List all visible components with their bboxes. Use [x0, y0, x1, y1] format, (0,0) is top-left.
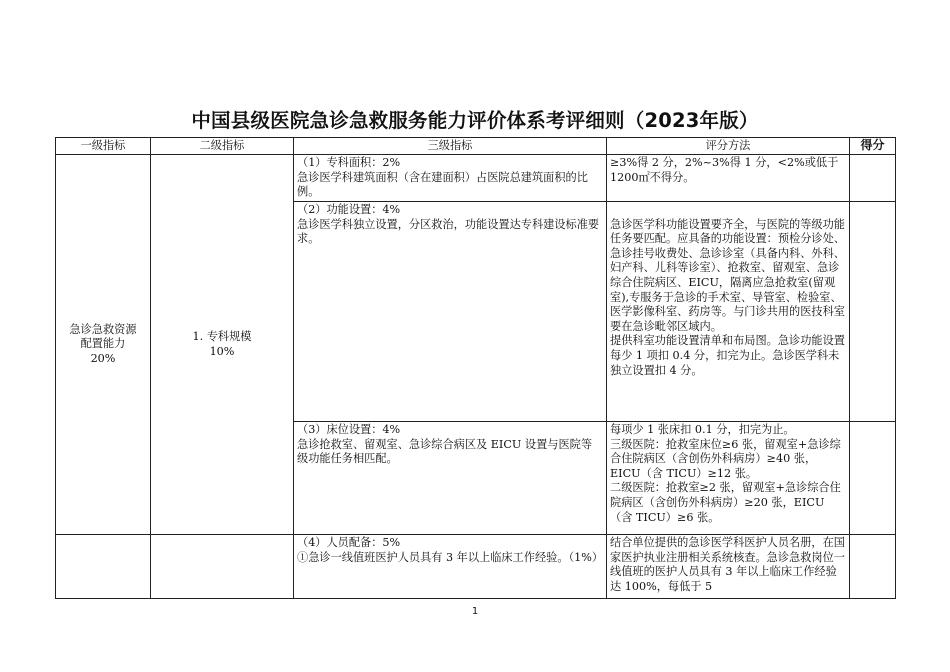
header-score: 得分 [850, 138, 896, 155]
level3-cell [294, 422, 607, 535]
level1-weight: 20% [90, 351, 116, 365]
method-text: 急诊医学科功能设置要齐全，与医院的等级功能任务要匹配。应具备的功能设置：预检分诊处、急诊挂号收费处、急诊诊室（具备内科、外科、妇产科、儿科等诊室）、抢救室、留观室、急诊综合住院病区、EICU，隔离应急抢救室(留观室),专服务于急诊的手术室、导管室、检验室、医学影像科室、药房等。与门诊共用的医技科室要在急诊毗邻区域内。 提供科室功能设置清单和布局图。急诊功能设置每少 1 项扣 0.4 分，扣完为止。急诊医学科未独立设置扣 4 分。 [610, 217, 845, 377]
level2-weight: 10% [209, 344, 235, 358]
level3-text: （2）功能设置：4% 急诊医学科独立设置，分区救治，功能设置达专科建设标准要求。 [297, 203, 600, 246]
method-text: ≥3%得 2 分，2%~3%得 1 分，<2%或低于1200㎡不得分。 [610, 156, 839, 184]
table-header-row [56, 138, 896, 155]
method-cell [607, 422, 850, 535]
table-row [56, 535, 896, 599]
level2-cell-empty [151, 535, 294, 599]
score-cell [850, 155, 896, 202]
page-title: 中国县级医院急诊急救服务能力评价体系考评细则（2023年版） [191, 109, 759, 132]
header-level3: 三级指标 [294, 138, 607, 155]
method-cell [607, 202, 850, 422]
score-cell [850, 535, 896, 599]
level1-cell-empty [56, 535, 151, 599]
method-cell [607, 535, 850, 599]
level2-cell [151, 155, 294, 535]
level1-cell [56, 155, 151, 535]
method-text: 结合单位提供的急诊医学科医护人员名册，在国家医护执业注册相关系统核查。急诊急救岗位一线值班的医护人员具有 3 年以上临床工作经验达 100%，每低于 5 [610, 536, 845, 593]
header-method: 评分方法 [607, 138, 850, 155]
method-cell [607, 155, 850, 202]
score-cell [850, 422, 896, 535]
level3-text: （3）床位设置：4% 急诊抢救室、留观室、急诊综合病区及 EICU 设置与医院等级功能任务相匹配。 [297, 423, 593, 466]
evaluation-table [55, 137, 896, 599]
header-level2: 二级指标 [151, 138, 294, 155]
level3-cell [294, 202, 607, 422]
page-number: 1 [471, 606, 479, 617]
level3-cell [294, 535, 607, 599]
table-row [56, 155, 896, 202]
method-text: 每项少 1 张床扣 0.1 分，扣完为止。 三级医院：抢救室床位≥6 张，留观室+急诊综合住院病区（含创伤外科病房）≥40 张，EICU（含 TICU）≥12 张。 二级医院：抢救室≥2 张，留观室+急诊综合住院病区（含创伤外科病房）≥20 张，EICU（含 TICU）≥6 张。 [610, 423, 841, 524]
level3-cell [294, 155, 607, 202]
level3-text: （4）人员配备：5% ①急诊一线值班医护人员具有 3 年以上临床工作经验。（1%） [297, 536, 604, 564]
header-level1: 一级指标 [56, 138, 151, 155]
level1-name: 急诊急救资源配置能力 [69, 322, 137, 351]
score-cell [850, 202, 896, 422]
level3-text: （1）专科面积：2% 急诊医学科建筑面积（含在建面积）占医院总建筑面积的比例。 [297, 156, 588, 199]
level2-name: 1. 专科规模 [192, 329, 252, 343]
